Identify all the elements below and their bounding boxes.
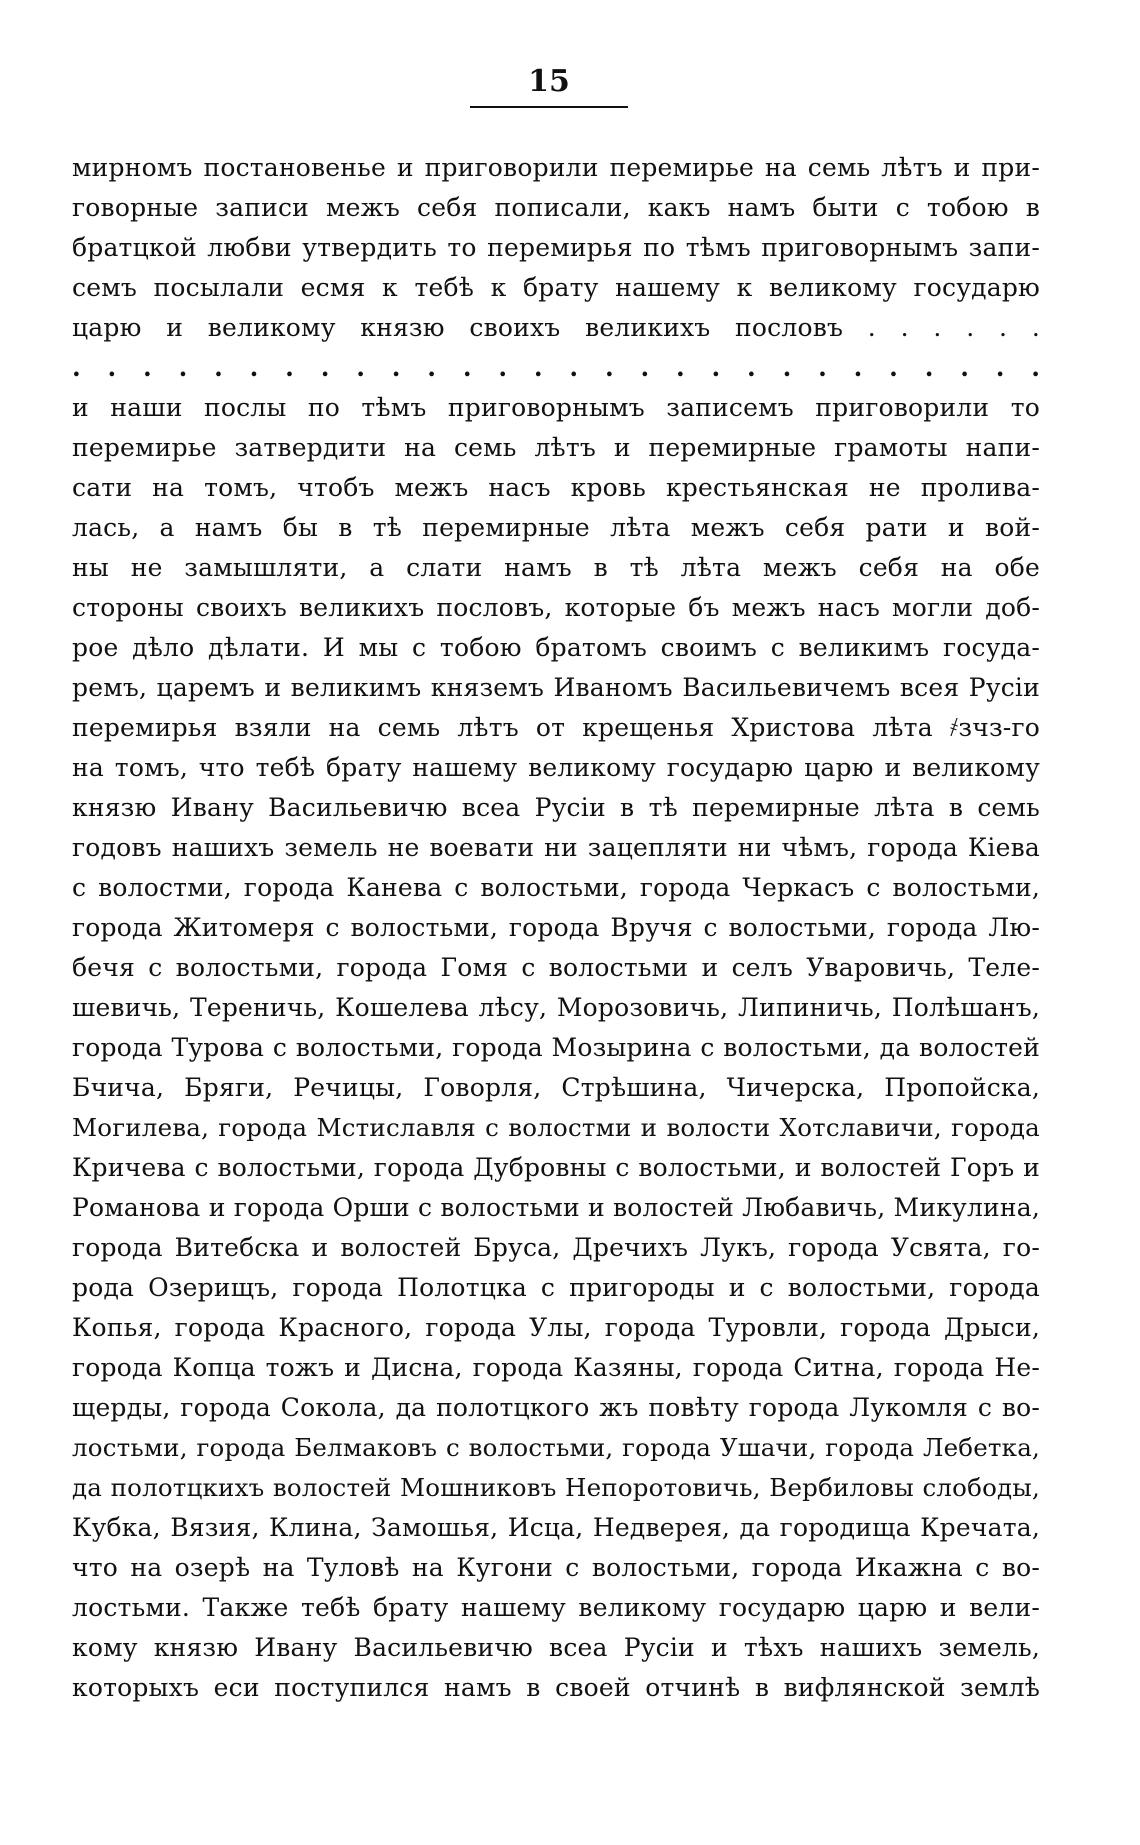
text-line: рое дѣло дѣлати. И мы с тобою братомъ своимъ с великимъ госуда-	[72, 633, 1040, 662]
text-line: рода Озерищъ, города Полотцка с пригороды и с волостьми, города	[72, 1273, 1040, 1302]
text-line: Кубка, Вязия, Клина, Замошья, Исца, Недверея, да городища Кречата,	[72, 1513, 1040, 1542]
text-line: шевичь, Тереничь, Кошелева лѣсу, Морозовичь, Липиничь, Полѣшанъ,	[72, 993, 1040, 1022]
text-line: мирномъ постановенье и приговорили перемирье на семь лѣтъ и при-	[72, 153, 1040, 182]
text-line: ремъ, царемъ и великимъ княземъ Иваномъ Васильевичемъ всея Русіи	[72, 673, 1040, 702]
text-line: стороны своихъ великихъ пословъ, которые бъ межъ насъ могли доб-	[72, 593, 1040, 622]
text-line: кому князю Ивану Васильевичю всеа Русіи и тѣхъ нашихъ земель,	[72, 1633, 1040, 1662]
text-line: города Копца тожъ и Дисна, города Казяны, города Ситна, города Не-	[72, 1353, 1040, 1382]
body-text	[72, 148, 1040, 1708]
text-line: братцкой любви утвердить то перемирья по тѣмъ приговорнымъ запи-	[72, 233, 1040, 262]
text-line: на томъ, что тебѣ брату нашему великому государю царю и великому	[72, 753, 1040, 782]
text-line: перемирье затвердити на семь лѣтъ и перемирные грамоты напи-	[72, 433, 1040, 462]
page-number: 15	[470, 62, 628, 108]
text-line: Могилева, города Мстиславля с волостми и волости Хотславичи, города	[72, 1113, 1040, 1142]
text-line: города Витебска и волостей Бруса, Дречихъ Лукъ, города Усвята, го-	[72, 1233, 1040, 1262]
text-line: Бчича, Бряги, Речицы, Говорля, Стрѣшина, Чичерска, Пропойска,	[72, 1073, 1040, 1102]
ellipsis-line: . . . . . . . . . . . . . . . . . . . . . . . . . . . .	[72, 353, 1040, 382]
text-line: ны не замышляти, а слати намъ в тѣ лѣта межъ себя на обе	[72, 553, 1040, 582]
text-line: и наши послы по тѣмъ приговорнымъ записемъ приговорили то	[72, 393, 1040, 422]
text-line: щерды, города Сокола, да полотцкого жъ повѣту города Лукомля с во-	[72, 1393, 1040, 1422]
text-line: лостьми, города Белмаковъ с волостьми, города Ушачи, города Лебетка,	[72, 1433, 1040, 1462]
text-line: с волостми, города Канева с волостьми, города Черкасъ с волостьми,	[72, 873, 1040, 902]
text-line: Романова и города Орши с волостьми и волостей Любавичь, Микулина,	[72, 1193, 1040, 1222]
text-line: города Житомеря с волостьми, города Вручя с волостьми, города Лю-	[72, 913, 1040, 942]
text-line: лась, а намъ бы в тѣ перемирные лѣта межъ себя рати и вой-	[72, 513, 1040, 542]
text-line: князю Ивану Васильевичю всеа Русіи в тѣ перемирные лѣта в семь	[72, 793, 1040, 822]
text-line: лостьми. Также тебѣ брату нашему великому государю царю и вели-	[72, 1593, 1040, 1622]
text-line: царю и великому князю своихъ великихъ пословъ . . . . . .	[72, 313, 1040, 342]
text-line: Кричева с волостьми, города Дубровны с волостьми, и волостей Горъ и	[72, 1153, 1040, 1182]
text-line: сати на томъ, чтобъ межъ насъ кровь крестьянская не пролива-	[72, 473, 1040, 502]
text-line: перемирья взяли на семь лѣтъ от крещенья Христова лѣта ҂зчз-го	[72, 713, 1040, 742]
text-line: говорные записи межъ себя пописали, какъ намъ быти с тобою в	[72, 193, 1040, 222]
text-line: что на озерѣ на Туловѣ на Кугони с волостьми, города Икажна с во-	[72, 1553, 1040, 1582]
text-line: семъ посылали есмя к тебѣ к брату нашему к великому государю	[72, 273, 1040, 302]
text-line: города Турова с волостьми, города Мозырина с волостьми, да волостей	[72, 1033, 1040, 1062]
text-line: Копья, города Красного, города Улы, города Туровли, города Дрыси,	[72, 1313, 1040, 1342]
text-line: да полотцкихъ волостей Мошниковъ Непоротовичь, Вербиловы слободы,	[72, 1473, 1040, 1502]
text-line: которыхъ еси поступился намъ в своей отчинѣ в вифлянской землѣ	[72, 1673, 1040, 1702]
text-line: бечя с волостьми, города Гомя с волостьми и селъ Уваровичь, Теле-	[72, 953, 1040, 982]
text-line: годовъ нашихъ земель не воевати ни зацепляти ни чѣмъ, города Кіева	[72, 833, 1040, 862]
